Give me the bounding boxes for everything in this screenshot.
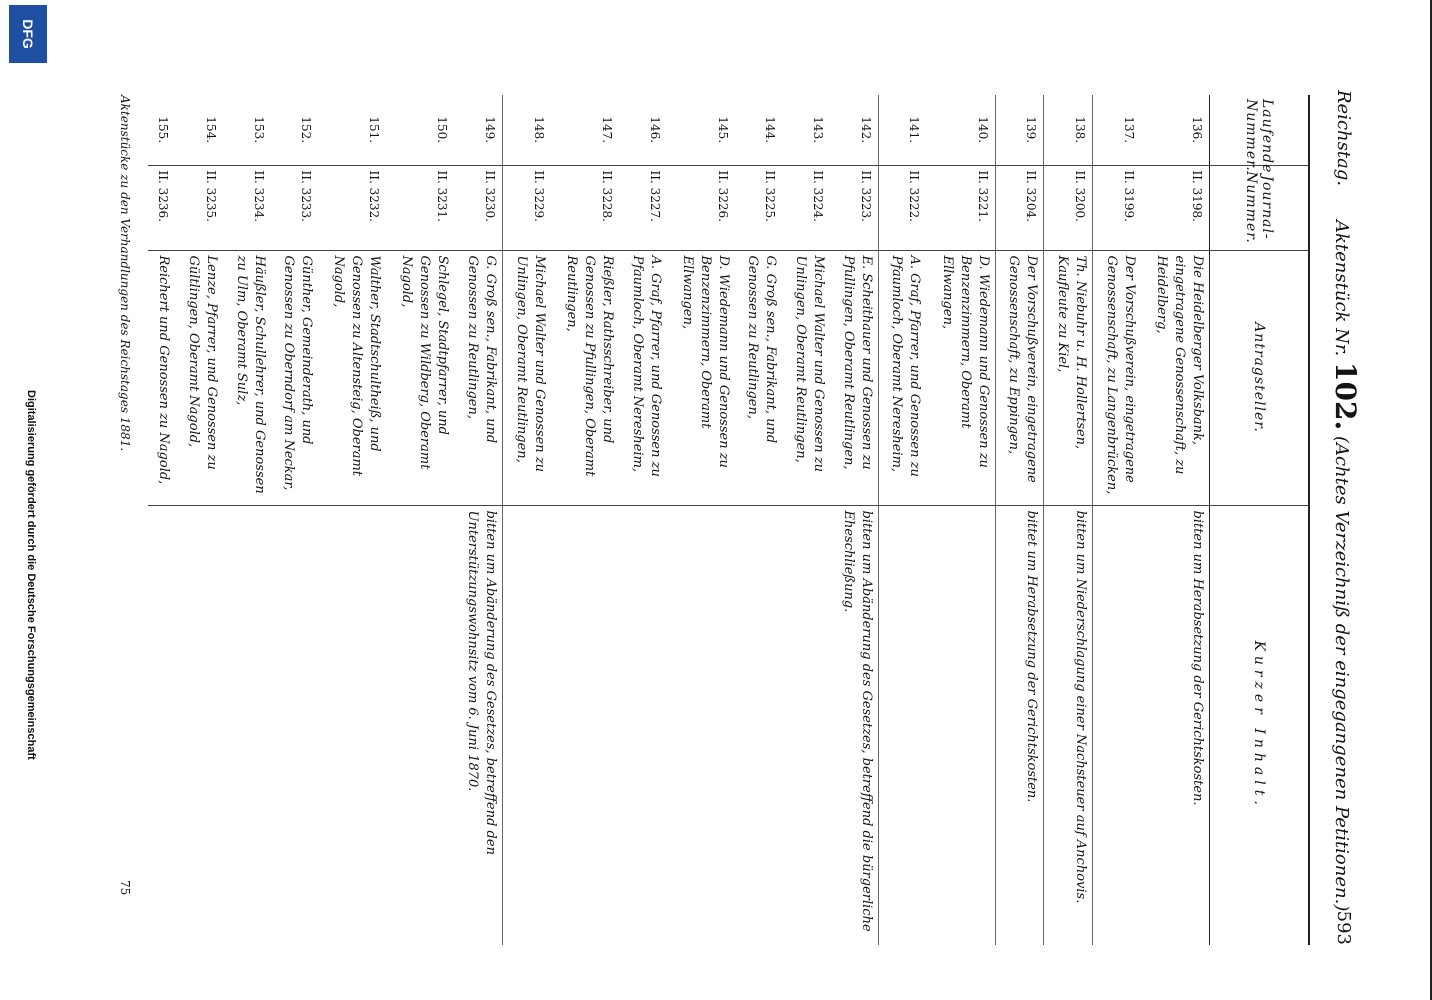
table-row [878,95,926,945]
petition-content: bitten um Herabsetzung der Gerichtskosten. [1190,510,1205,806]
petition-content [735,505,783,945]
row-number: 152. [271,95,319,165]
table-top-rule [1308,95,1310,945]
petition-content [619,505,667,945]
row-number: 154. [175,95,223,165]
page-number: 593 [1333,910,1354,945]
applicant: Günther, Gemeinderath, und Genossen zu Oberndorf am Neckar, [271,250,319,505]
journal-number: II. 3229. [503,165,551,250]
header-suffix: (Achtes Verzeichniß der eingegangenen Petitionen.) [1331,435,1352,912]
table-row [782,95,830,945]
table-row [148,95,175,945]
applicant: Lenze, Pfarrer, und Genossen zu Gültlingen, Oberamt Nagold, [175,250,223,505]
row-number: 140. [926,95,995,165]
petition-content [175,505,223,945]
applicant: A. Graf, Pfarrer, und Genossen zu Pfaumloch, Oberamt Neresheim, [878,250,926,505]
petition-content: bitten um Niederschlagung einer Nachsteuer auf Anchovis. [1044,505,1093,945]
applicant: E. Scheithauer und Genossen zu Pfullingen, Oberamt Reutlingen, [830,250,878,505]
row-number: 137. [1093,95,1141,165]
petition-content [386,505,454,945]
applicant: Der Vorschußverein, eingetragene Genossenschaft, zu Eppingen, [995,250,1044,505]
petition-content [926,505,995,945]
petition-content: bitten um Abänderung des Gesetzes, betreffend die bürgerliche Eheschließung. [830,505,878,945]
applicant: Michael Walter und Genossen zu Unlingen, Oberamt Reutlingen, [503,250,551,505]
header-title [1329,220,1362,911]
table-row [619,95,667,945]
petition-content [1093,505,1141,945]
petition-content [782,505,830,945]
table-row [830,95,878,945]
table-body [148,95,1210,945]
header-laufende-nummer: Laufende Nummer. [1210,95,1309,165]
table-row [271,95,319,945]
journal-number: II. 3236. [148,165,175,250]
dfg-logo: DFG [9,5,47,63]
journal-number: II. 3199. [1093,165,1141,250]
petition-content [878,505,926,945]
table-row [667,95,735,945]
applicant: D. Wiedemann und Genossen zu Benzenzimmern, Oberamt Ellwangen, [667,250,735,505]
applicant: Häußler, Schullehrer, und Genossen zu Ulm, Oberamt Sulz, [223,250,271,505]
petition-content: bittet um Herabsetzung der Gerichtskosten. [995,505,1044,945]
journal-number: II. 3231. [386,165,454,250]
journal-number: II. 3225. [735,165,783,250]
petition-content [271,505,319,945]
table-row [386,95,454,945]
applicant: Michael Walter und Genossen zu Unlingen, Oberamt Reutlingen, [782,250,830,505]
row-number: 139. [995,95,1044,165]
table-row [1044,95,1093,945]
journal-number: II. 3234. [223,165,271,250]
table-row [995,95,1044,945]
row-number: 144. [735,95,783,165]
applicant: Der Vorschußverein, eingetragene Genossenschaft, zu Langenbrücken, [1093,250,1141,505]
dfg-credit-text: Digitalisierung gefördert durch die Deutsche Forschungsgemeinschaft [25,390,37,760]
row-number: 153. [223,95,271,165]
journal-number: II. 3226. [667,165,735,250]
journal-number: II. 3223. [830,165,878,250]
table-row [1141,95,1210,945]
table-header-row [1210,95,1309,945]
journal-number: II. 3224. [782,165,830,250]
header-left: Reichstag. [1333,90,1354,187]
header-journal-nummer: Journal-Nummer. [1210,165,1309,250]
applicant: Walther, Stadtschultheiß, und Genossen zu Altensteig, Oberamt Nagold, [318,250,386,505]
table-row [175,95,223,945]
table-row [1093,95,1141,945]
row-number: 143. [782,95,830,165]
applicant: Reichert und Genossen zu Nagold, [148,250,175,505]
petition-content [503,505,551,945]
applicant: Die Heidelberger Volksbank, eingetragene Genossenschaft, zu Heidelberg, [1141,250,1210,505]
journal-number: II. 3222. [878,165,926,250]
journal-number: II. 3228. [551,165,619,250]
applicant: Rießler, Rathsschreiber, und Genossen zu Pfullingen, Oberamt Reutlingen, [551,250,619,505]
petition-content [148,505,175,945]
row-number: 150. [386,95,454,165]
row-number: 142. [830,95,878,165]
footnote: Aktenstücke zu den Verhandlungen des Reichstages 1881. [118,95,132,452]
row-number: 151. [318,95,386,165]
row-number: 136. [1141,95,1210,165]
applicant: Schlegel, Stadtpfarrer, und Genossen zu Wildberg, Oberamt Nagold, [386,250,454,505]
row-number: 138. [1044,95,1093,165]
applicant: D. Wiedemann und Genossen zu Benzenzimmern, Oberamt Ellwangen, [926,250,995,505]
row-number: 149. [454,95,502,165]
dfg-credit-strip [0,0,132,1000]
journal-number: II. 3200. [1044,165,1093,250]
journal-number: II. 3233. [271,165,319,250]
row-number: 147. [551,95,619,165]
header-inhalt: Kurzer Inhalt. [1210,505,1309,945]
table-row [735,95,783,945]
petition-content [551,505,619,945]
petition-content [318,505,386,945]
petition-content [667,505,735,945]
row-number: 146. [619,95,667,165]
applicant: G. Groß sen., Fabrikant, und Genossen zu Reutlingen, [454,250,502,505]
header-prefix: Aktenstück Nr. [1331,220,1352,357]
table-row [454,95,502,945]
document-number: 102. [1329,362,1362,431]
journal-number: II. 3230. [454,165,502,250]
applicant: G. Groß sen., Fabrikant, und Genossen zu Reutlingen, [735,250,783,505]
journal-number: II. 3204. [995,165,1044,250]
journal-number: II. 3198. [1141,165,1210,250]
petition-content [223,505,271,945]
page-header [1322,90,1362,945]
petition-table [148,95,1308,945]
row-number: 155. [148,95,175,165]
journal-number: II. 3227. [619,165,667,250]
row-number: 141. [878,95,926,165]
applicant: Th. Niebuhr u. H. Hollertsen, Kaufleute zu Kiel, [1044,250,1093,505]
petition-content: bitten um Abänderung des Gesetzes, betreffend den Unterstützungswohnsitz vom 6. Juni 1870. [454,505,502,945]
table-row [318,95,386,945]
table-row [503,95,551,945]
sheet-mark: 75 [118,880,132,896]
journal-number: II. 3232. [318,165,386,250]
table-row [926,95,995,945]
row-number: 148. [503,95,551,165]
table-row [223,95,271,945]
journal-number: II. 3221. [926,165,995,250]
row-number: 145. [667,95,735,165]
applicant: A. Graf, Pfarrer, und Genossen zu Pfaumloch, Oberamt Neresheim, [619,250,667,505]
journal-number: II. 3235. [175,165,223,250]
table-row [551,95,619,945]
header-antragsteller: Antragsteller. [1210,250,1309,505]
